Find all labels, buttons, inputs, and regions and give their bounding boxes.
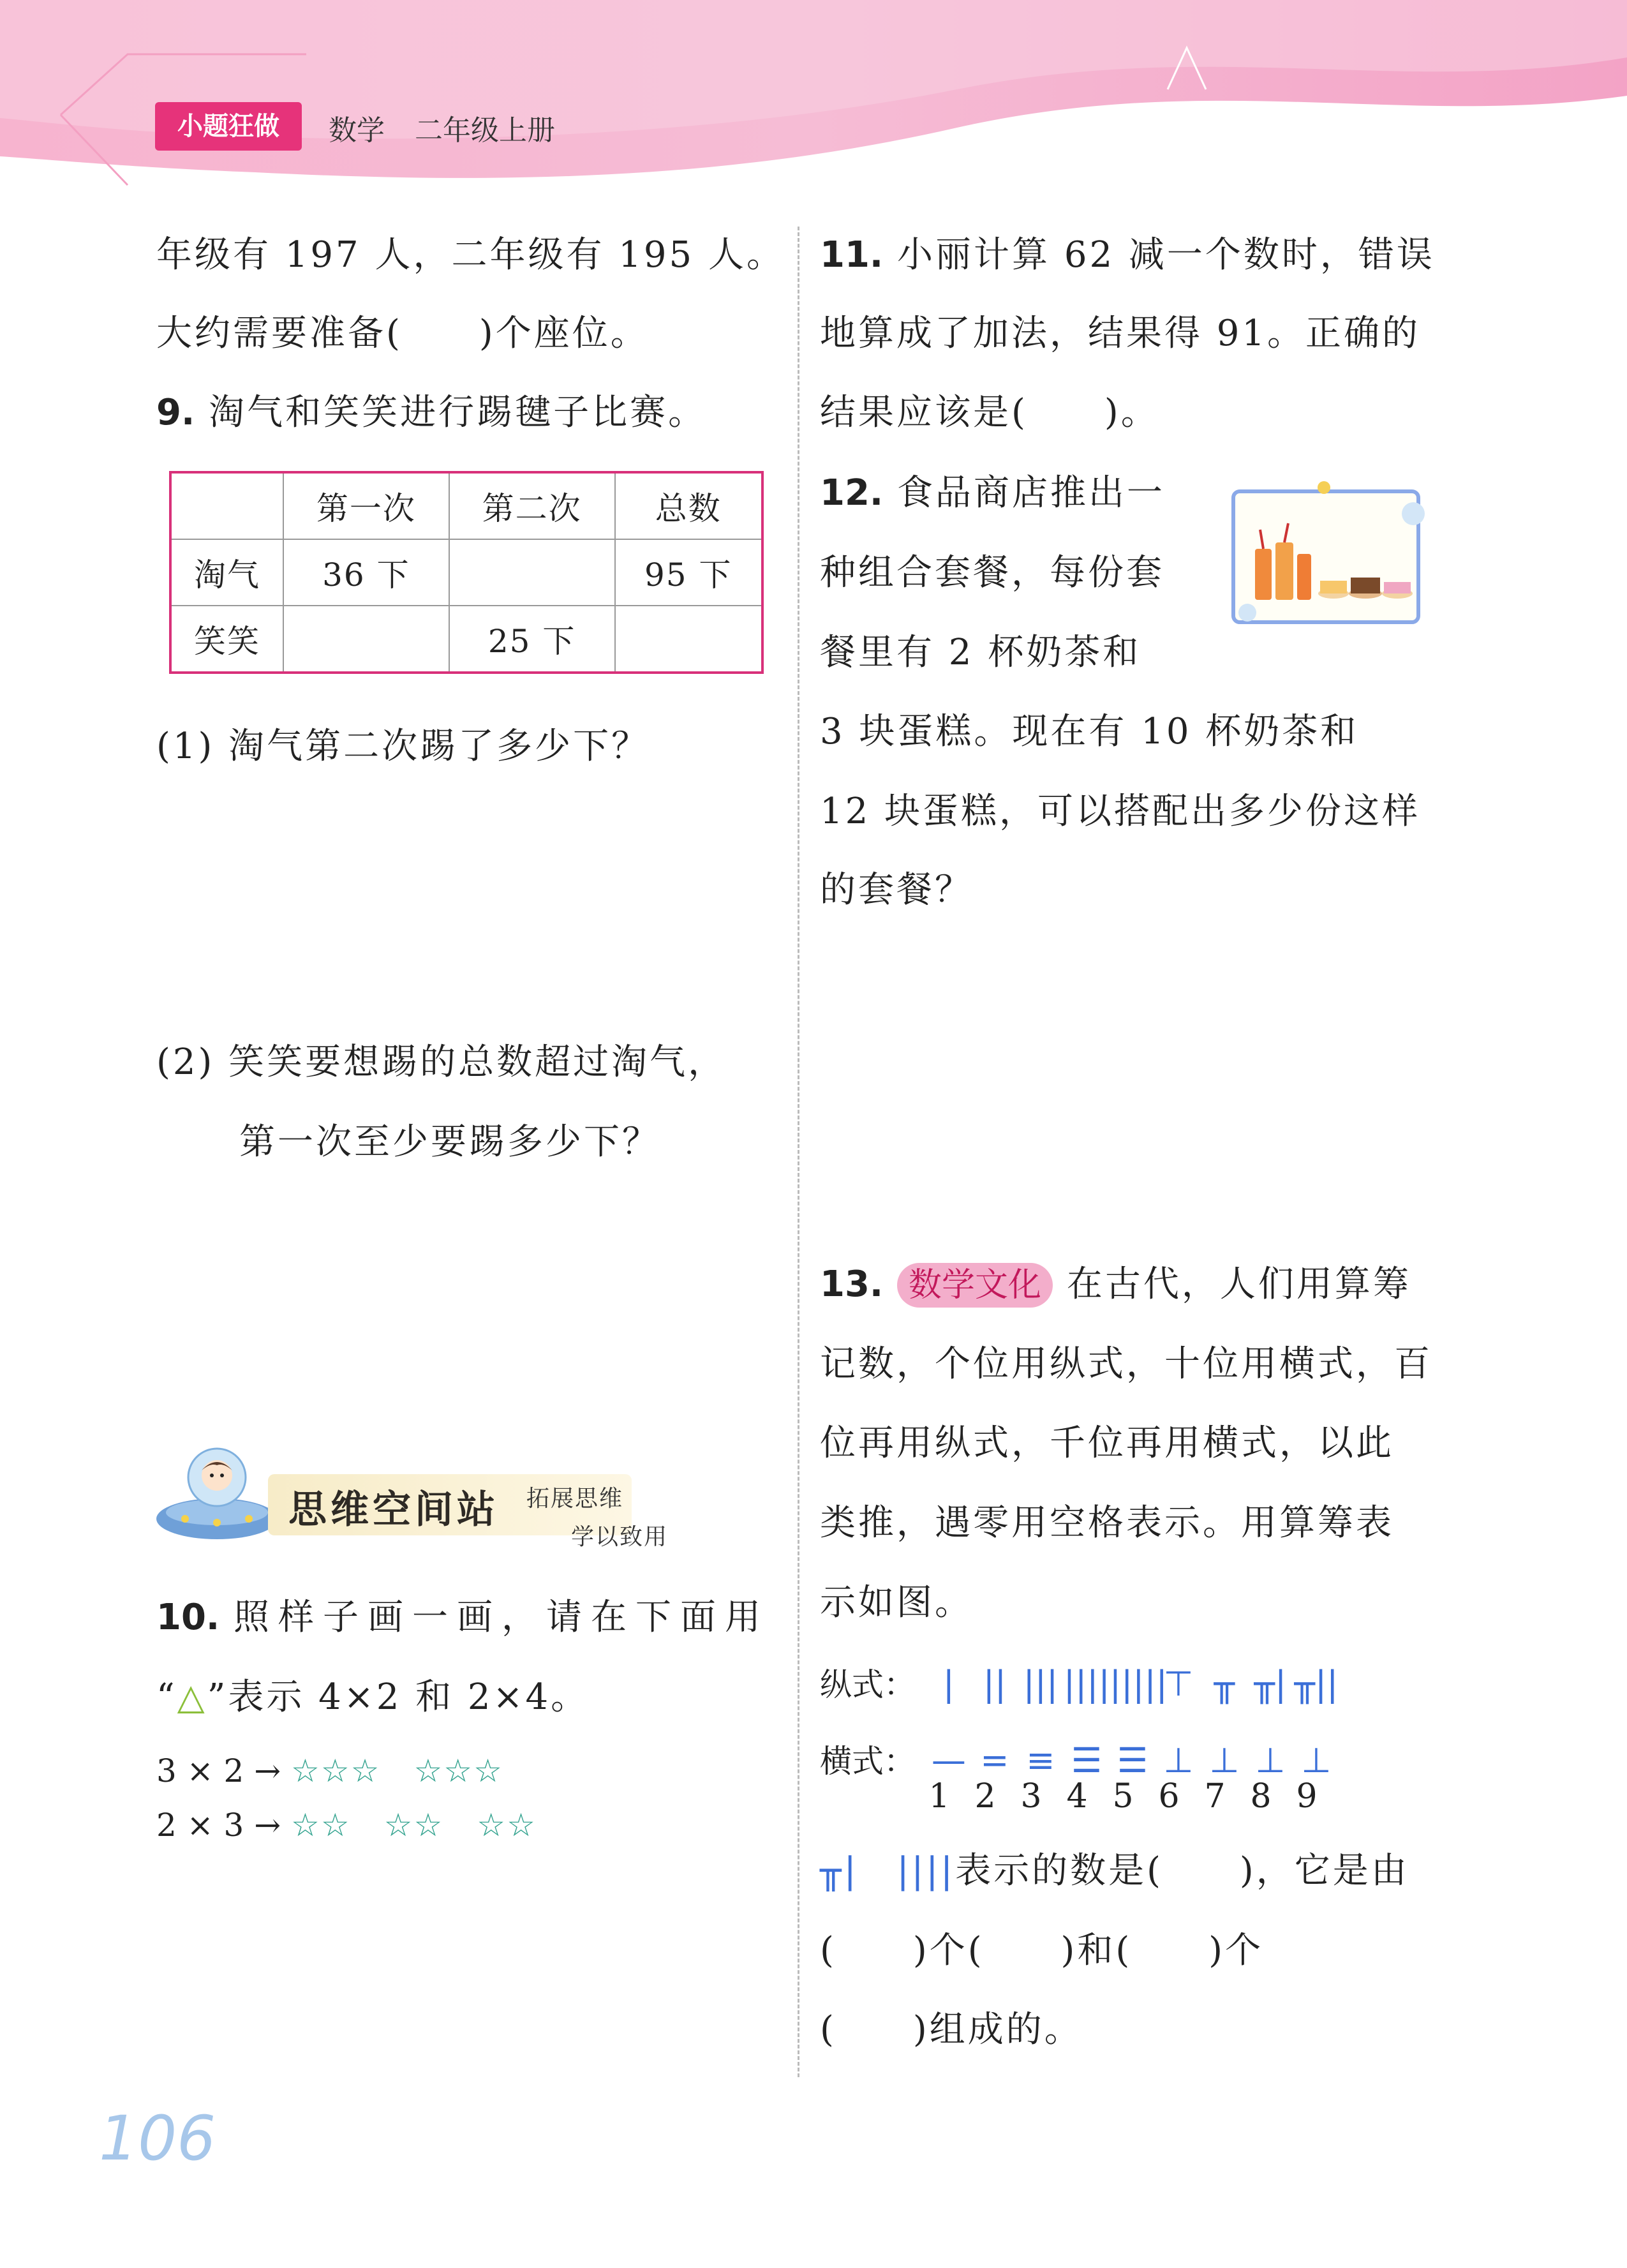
q13-answer-line2: ( )个( )和( )个 (820, 1930, 1264, 1971)
q12-text-line5: 12 块蛋糕，可以搭配出多少份这样 (820, 791, 1421, 832)
series-badge: 小题狂做 (155, 102, 302, 151)
grade-label: 二年级上册 (415, 114, 555, 147)
table-cell (449, 539, 615, 606)
rod-digits-row (916, 1777, 1330, 1816)
question-12-line1 (820, 471, 1165, 516)
table-header-cell: 第一次 (283, 472, 449, 539)
horizontal-rod: ☰ (1071, 1740, 1103, 1780)
q10-text-line1: 照样子画一画，请在下面用 (234, 1597, 770, 1638)
q13-answer-text1: 表示的数是( )，它是由 (955, 1850, 1409, 1891)
table-header-cell (170, 472, 283, 539)
q13-text-line4: 类推，遇零用空格表示。用算筹表 (820, 1502, 1394, 1544)
question-13-line1 (820, 1262, 1411, 1308)
example-1-label: 3 × 2 → (156, 1752, 281, 1789)
rod-digit: 1 (928, 1777, 950, 1816)
rod-digit: 7 (1204, 1777, 1226, 1816)
rod-digit: 8 (1250, 1777, 1272, 1816)
q11-text-line1: 小丽计算 62 减一个数时，错误 (897, 234, 1435, 276)
horizontal-rod: = (980, 1740, 1009, 1780)
q12-text-line4: 3 块蛋糕。现在有 10 杯奶茶和 (820, 711, 1359, 752)
q12-text-line1: 食品商店推出一 (897, 472, 1166, 514)
station-tag-2: 学以致用 (571, 1524, 669, 1550)
example-1-stars: ☆☆☆ ☆☆☆ (291, 1752, 503, 1789)
table-header-row (170, 472, 762, 539)
q8-continued-line2: 大约需要准备( )个座位。 (156, 313, 649, 354)
horizontal-rod: ☰ (1117, 1740, 1148, 1780)
milk-tea-cake-picture (1228, 479, 1426, 632)
q9-part1: (1) 淘气第二次踢了多少下？ (156, 726, 650, 767)
q11-number: 11. (820, 234, 884, 276)
vertical-rod: ╥| (1254, 1664, 1287, 1704)
q13-text-line5: 示如图。 (820, 1582, 973, 1623)
vertical-rod: | (942, 1664, 955, 1704)
q10-open-quote: “ (156, 1676, 177, 1718)
q12-text-line2: 种组合套餐，每份套 (820, 552, 1164, 593)
horizontal-rod: ⊥ (1209, 1740, 1240, 1780)
q13-text-line2: 记数，个位用纵式，十位用横式，百 (820, 1343, 1432, 1385)
station-title: 思维空间站 (288, 1488, 499, 1532)
horizontal-rod: ⊥ (1163, 1740, 1194, 1780)
kick-count-table (169, 471, 764, 674)
q10-text-line2: ”表示 4×2 和 2×4。 (207, 1676, 590, 1718)
horizontal-rod: ≡ (1026, 1740, 1055, 1780)
thinking-station-banner (153, 1429, 702, 1570)
q13-answer-line1 (820, 1849, 1409, 1893)
column-divider (798, 227, 799, 2077)
q8-continued-line1: 年级有 197 人，二年级有 195 人。 (156, 234, 785, 276)
vertical-rod: || (983, 1664, 1007, 1704)
q13-text-line3: 位再用纵式，千位再用横式，以此 (820, 1422, 1394, 1464)
header-wave-banner (0, 0, 1627, 191)
answer-rods: ╥| |||| (820, 1850, 956, 1891)
vertical-label: 纵式： (820, 1666, 916, 1703)
table-cell: 淘气 (170, 539, 283, 606)
q10-number: 10. (156, 1597, 220, 1638)
rod-digit: 9 (1296, 1777, 1318, 1816)
q9-part2-line1: (2) 笑笑要想踢的总数超过淘气， (156, 1041, 727, 1083)
horizontal-rods-row (820, 1736, 1339, 1782)
ufo-boy-icon (153, 1429, 281, 1557)
example-row-2 (156, 1803, 537, 1847)
question-10-line1 (156, 1595, 769, 1640)
triangle-icon: △ (177, 1676, 207, 1718)
q11-text-line3: 结果应该是( )。 (820, 392, 1159, 433)
q12-text-line3: 餐里有 2 杯奶茶和 (820, 632, 1141, 673)
page-number: 106 (99, 2103, 216, 2174)
page-header (0, 0, 1627, 191)
horizontal-rod: — (931, 1740, 966, 1780)
rod-digit: 5 (1112, 1777, 1134, 1816)
vertical-rods-row (820, 1659, 1339, 1705)
rod-digit: 6 (1158, 1777, 1180, 1816)
table-header-cell: 第二次 (449, 472, 615, 539)
q11-text-line2: 地算成了加法，结果得 91。正确的 (820, 313, 1421, 354)
q13-answer-line3: ( )组成的。 (820, 2009, 1083, 2050)
example-row-1 (156, 1749, 503, 1793)
table-cell: 25 下 (449, 606, 615, 673)
rod-digit: 3 (1020, 1777, 1042, 1816)
q9-part2-line2: 第一次至少要踢多少下？ (239, 1121, 660, 1163)
rod-digit: 4 (1066, 1777, 1088, 1816)
vertical-rod: ╥|| (1294, 1664, 1339, 1704)
q9-text: 淘气和笑笑进行踢毽子比赛。 (209, 392, 707, 433)
vertical-rod: ||| (1023, 1664, 1059, 1704)
example-2-stars: ☆☆ ☆☆ ☆☆ (291, 1807, 537, 1844)
vertical-rod: ⊤ (1163, 1664, 1194, 1704)
horizontal-rod: ⊥ (1301, 1740, 1332, 1780)
question-9 (156, 391, 706, 435)
question-11-line1 (820, 233, 1435, 278)
vertical-rod: |||| (1063, 1664, 1110, 1704)
table-cell: 95 下 (615, 539, 762, 606)
horizontal-label: 横式： (820, 1743, 916, 1780)
vertical-rod: ╥ (1214, 1664, 1235, 1704)
station-tag-1: 拓展思维 (526, 1486, 624, 1512)
table-cell: 笑笑 (170, 606, 283, 673)
q13-text-line1: 在古代，人们用算筹 (1066, 1264, 1411, 1305)
math-culture-tag: 数学文化 (897, 1263, 1053, 1308)
q9-number: 9. (156, 392, 195, 433)
subject-label: 数学 (329, 114, 385, 147)
q12-text-line6: 的套餐？ (820, 869, 973, 911)
question-10-line2 (156, 1675, 589, 1720)
table-header-cell: 总数 (615, 472, 762, 539)
example-2-label: 2 × 3 → (156, 1807, 281, 1844)
q12-number: 12. (820, 472, 884, 514)
table-row (170, 539, 762, 606)
table-row (170, 606, 762, 673)
table-cell (283, 606, 449, 673)
table-cell (615, 606, 762, 673)
vertical-rod: ||||| (1109, 1664, 1168, 1704)
horizontal-rod: ⊥ (1255, 1740, 1286, 1780)
q13-number: 13. (820, 1264, 884, 1305)
table-cell: 36 下 (283, 539, 449, 606)
rod-digit: 2 (974, 1777, 996, 1816)
